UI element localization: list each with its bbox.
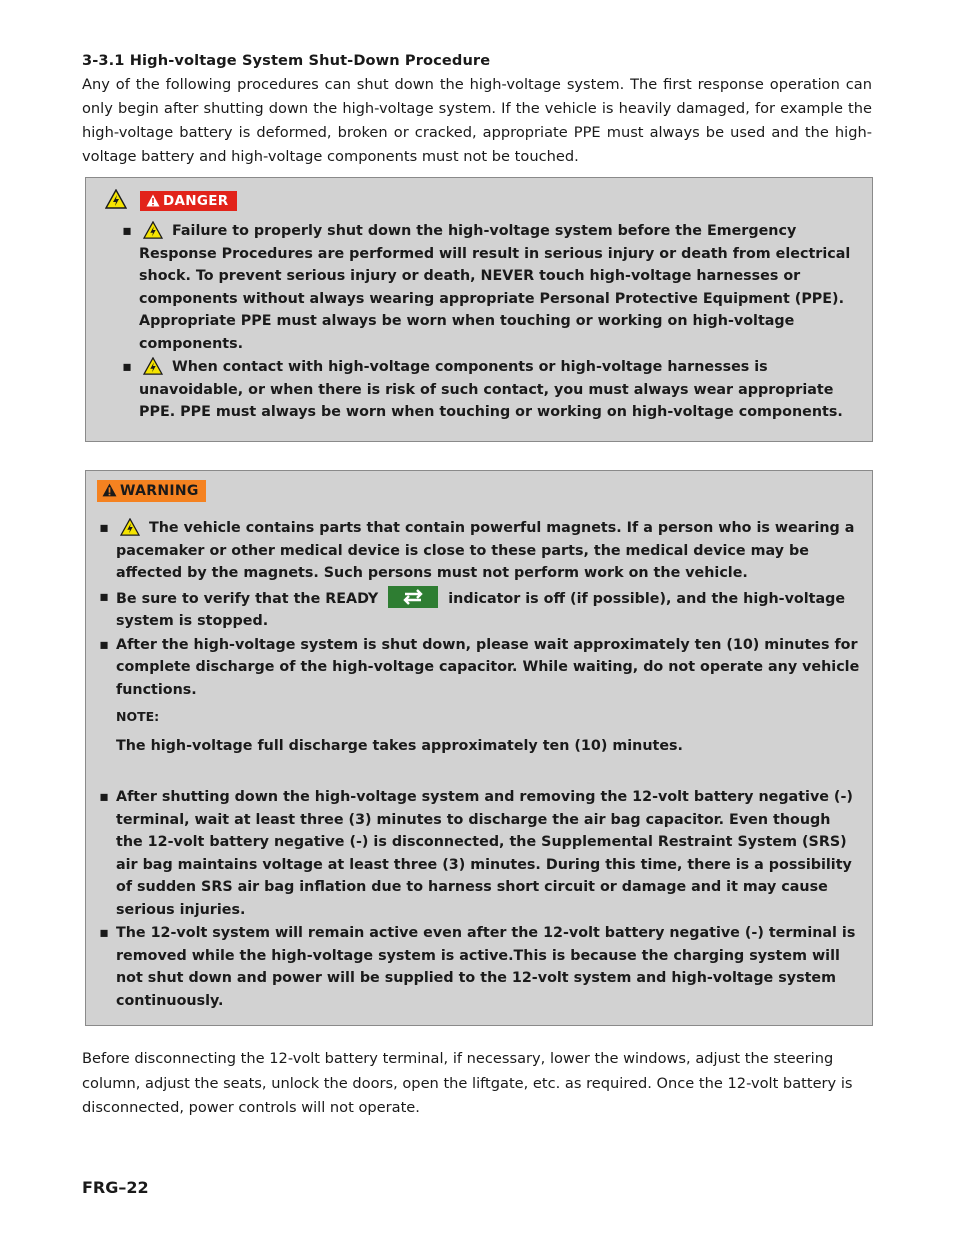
warning-item-text: Be sure to verify that the READY: [116, 590, 379, 607]
danger-item-text: Failure to properly shut down the high-voltage system before the Emergency Response Procedures are performed will result in serious injury or death from electrical shock. To prevent serious injury or death, NEVER touch high-voltage harnesses or components without always wearing appropriate Personal Protective Equipment (PPE). Appropriate PPE must always be worn when touching or working on high-voltage components.: [139, 223, 851, 352]
danger-label: [140, 191, 237, 211]
danger-item-text: When contact with high-voltage components or high-voltage harnesses is unavoidable, or when there is risk of such contact, you must always wear appropriate PPE. PPE must always be worn when touching or working on high-voltage components.: [139, 359, 843, 420]
warning-item-text: After shutting down the high-voltage system and removing the 12-volt battery negative (-) terminal, wait at least three (3) minutes to discharge the air bag capacitor. Even though the 12-volt battery negative (-) is disconnected, the Supplemental Restraint System (SRS) air bag maintains voltage at least three (3) minutes. During this time, there is a possibility of sudden SRS air bag inflation due to harness short circuit or damage and it may cause serious injuries.: [116, 789, 853, 918]
warning-item: [99, 586, 861, 633]
danger-item: [122, 356, 859, 424]
warning-item: [99, 634, 861, 702]
bullet: ▪: [99, 636, 109, 653]
warning-item-text: After the high-voltage system is shut down, please wait approximately ten (10) minutes for complete discharge of the high-voltage capacitor. While waiting, do not operate any vehicle functions.: [116, 636, 860, 698]
danger-list: [122, 220, 859, 425]
high-voltage-icon: [143, 221, 163, 239]
warning-item-text: The vehicle contains parts that contain powerful magnets. If a person who is wearing a pacemaker or other medical device is close to these parts, the medical device may be affected by the magnets. Such persons must not perform work on the vehicle.: [116, 520, 855, 581]
warning-item-text: The 12-volt system will remain active even after the 12-volt battery negative (-) terminal is removed while the high-voltage system is active.This is because the charging system will not shut down and power will be supplied to the 12-volt system and high-voltage system continuously.: [116, 925, 856, 1009]
closing-paragraph: Before disconnecting the 12-volt battery terminal, if necessary, lower the windows, adjust the steering column, adjust the seats, unlock the doors, open the liftgate, etc. as required. Once the 12-volt battery is disconnected, power controls will not operate.: [82, 1050, 853, 1116]
intro-paragraph: Any of the following procedures can shut down the high-voltage system. The first response operation can only begin after shutting down the high-voltage system. If the vehicle is heavily damaged, for example the high-voltage battery is deformed, broken or cracked, appropriate PPE must always be used and the high-voltage battery and high-voltage components must not be touched.: [82, 76, 872, 165]
warning-item: [99, 517, 861, 585]
page-number: FRG–22: [82, 1178, 149, 1197]
warning-list-continued: [99, 786, 861, 1013]
bullet: ▪: [99, 520, 109, 536]
note-label: NOTE:: [116, 709, 160, 724]
high-voltage-icon: [105, 189, 127, 209]
alert-icon: [146, 194, 160, 207]
bullet: ▪: [122, 359, 132, 375]
warning-item: [99, 786, 861, 921]
high-voltage-icon: [120, 518, 140, 536]
bullet: ▪: [122, 223, 132, 239]
bullet: ▪: [99, 789, 109, 805]
bullet: ▪: [99, 588, 109, 605]
warning-label-text: WARNING: [120, 483, 199, 499]
note-text: The high-voltage full discharge takes approximately ten (10) minutes.: [116, 738, 683, 754]
high-voltage-icon: [143, 357, 163, 375]
bullet: ▪: [99, 925, 109, 941]
danger-label-text: DANGER: [163, 193, 229, 209]
alert-icon: [102, 483, 117, 497]
section-heading: 3-3.1 High-voltage System Shut-Down Procedure: [82, 52, 491, 69]
warning-item-text: indicator is off (if possible), and the high-voltage system is stopped.: [116, 590, 846, 629]
danger-item: [122, 220, 859, 355]
warning-item: [99, 922, 861, 1012]
warning-label: [97, 480, 206, 502]
ready-indicator-icon: [388, 586, 438, 608]
warning-list: [99, 517, 861, 702]
